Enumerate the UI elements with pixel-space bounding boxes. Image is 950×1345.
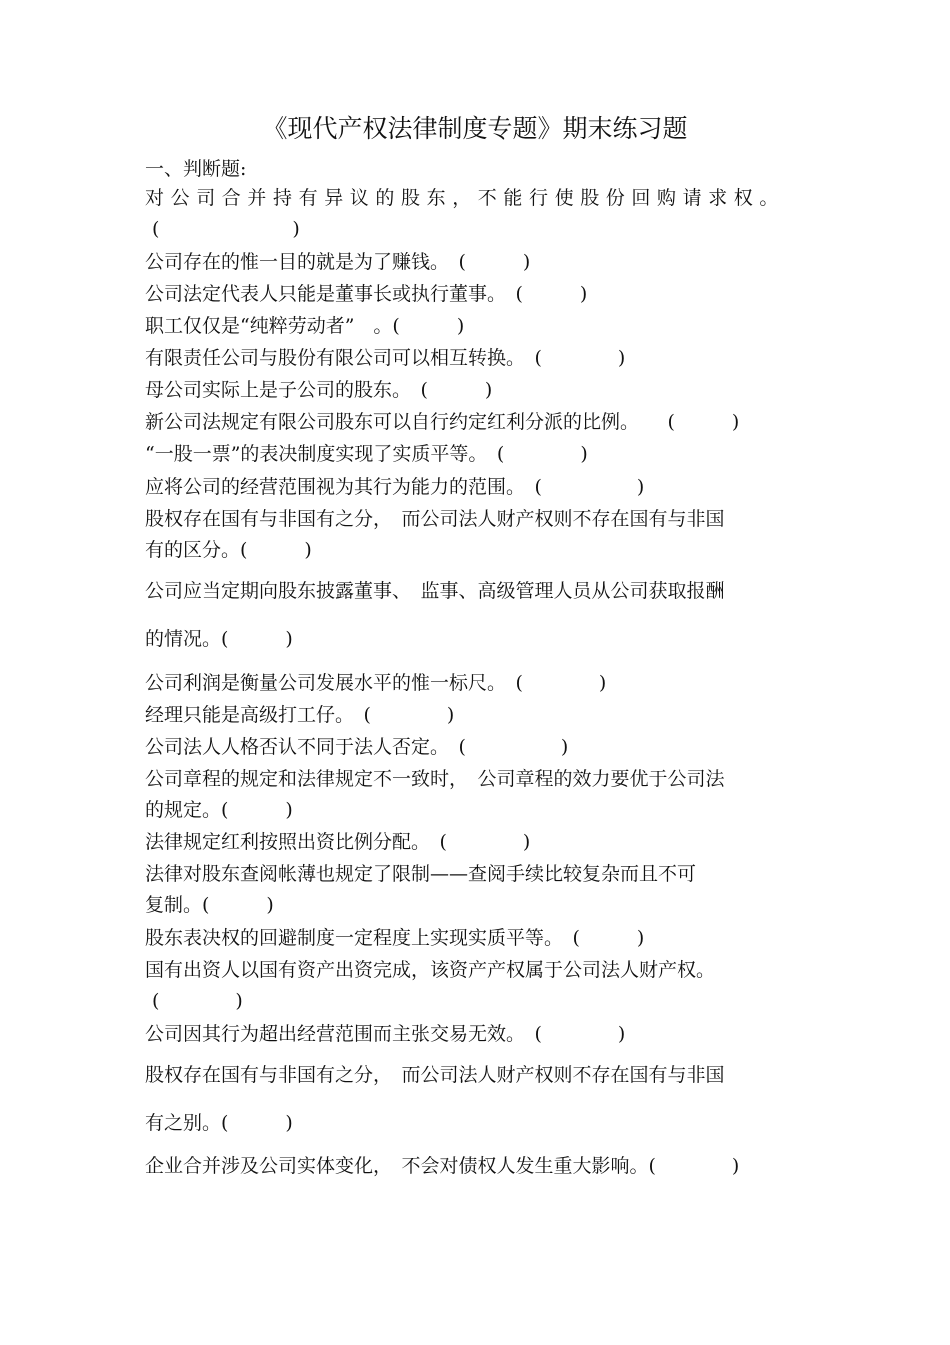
section-heading: 一、判断题:	[145, 158, 247, 180]
question-line: 应将公司的经营范围视为其行为能力的范围。 ( )	[145, 476, 645, 498]
question-line: 复制。( )	[145, 894, 274, 916]
question-line: 有限责任公司与股份有限公司可以相互转换。 ( )	[145, 347, 626, 369]
question-line: 的情况。( )	[145, 628, 293, 650]
question-line: 对公司合并持有异议的股东，不能行使股份回购请求权。	[145, 187, 786, 209]
question-line: “一股一票”的表决制度实现了实质平等。 ( )	[145, 443, 588, 465]
question-line: 公司应当定期向股东披露董事、 监事、高级管理人员从公司获取报酬	[145, 580, 725, 602]
question-line: 有之别。( )	[145, 1112, 293, 1134]
answer-blank: ( )	[152, 990, 243, 1012]
question-line: 公司章程的规定和法律规定不一致时， 公司章程的效力要优于公司法	[145, 768, 725, 790]
question-line: 有的区分。( )	[145, 539, 312, 561]
question-line: 母公司实际上是子公司的股东。 ( )	[145, 379, 493, 401]
question-line: 股权存在国有与非国有之分， 而公司法人财产权则不存在国有与非国	[145, 508, 725, 530]
question-line: 法律对股东查阅帐薄也规定了限制——查阅手续比较复杂而且不可	[145, 863, 697, 885]
question-line: 股权存在国有与非国有之分， 而公司法人财产权则不存在国有与非国	[145, 1064, 725, 1086]
question-line: 公司因其行为超出经营范围而主张交易无效。 ( )	[145, 1023, 626, 1045]
question-line: 公司利润是衡量公司发展水平的惟一标尺。 ( )	[145, 672, 607, 694]
answer-blank: ( )	[152, 218, 300, 240]
question-line: 法律规定红利按照出资比例分配。 ( )	[145, 831, 531, 853]
question-line: 职工仅仅是“纯粹劳动者” 。( )	[145, 315, 465, 337]
question-line: 企业合并涉及公司实体变化， 不会对债权人发生重大影响。( )	[145, 1155, 740, 1177]
document-title: 《现代产权法律制度专题》期末练习题	[262, 114, 688, 143]
question-line: 公司存在的惟一目的就是为了赚钱。 ( )	[145, 251, 531, 273]
question-line: 公司法定代表人只能是董事长或执行董事。 ( )	[145, 283, 588, 305]
question-line: 经理只能是高级打工仔。 ( )	[145, 704, 455, 726]
question-line: 股东表决权的回避制度一定程度上实现实质平等。 ( )	[145, 927, 645, 949]
question-line: 的规定。( )	[145, 799, 293, 821]
question-line: 公司法人人格否认不同于法人否定。 ( )	[145, 736, 569, 758]
question-line: 新公司法规定有限公司股东可以自行约定红利分派的比例。 ( )	[145, 411, 740, 433]
question-line: 国有出资人以国有资产出资完成，该资产产权属于公司法人财产权。	[145, 959, 716, 981]
